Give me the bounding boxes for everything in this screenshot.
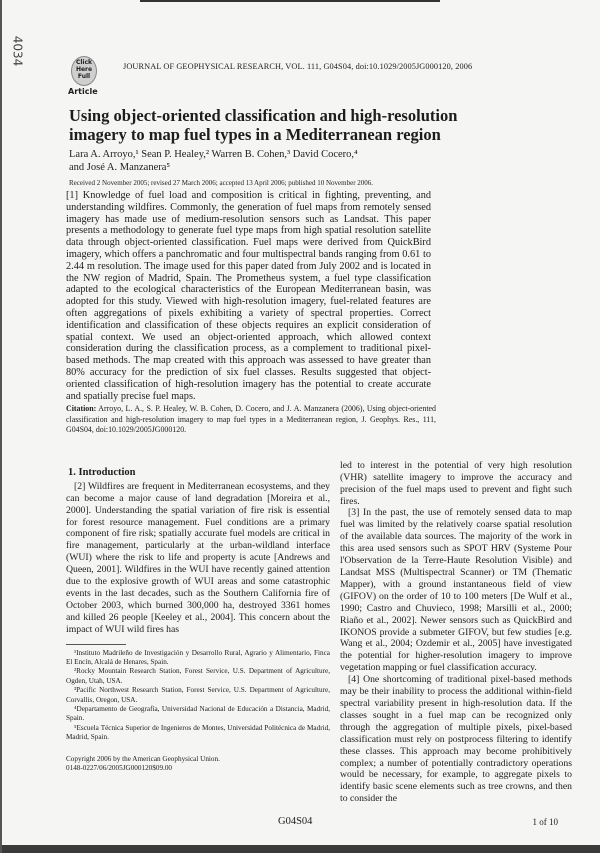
- right-column: [340, 460, 572, 805]
- footnote: ⁵Escuela Técnica Superior de Ingenieros de Montes, Universidad Politécnica de Madrid, Madrid, Spain.: [66, 723, 330, 742]
- footnote: ³Pacific Northwest Research Station, Forest Service, U.S. Department of Agriculture, Corvallis, Oregon, USA.: [66, 686, 330, 704]
- citation: [66, 404, 436, 436]
- article-body: [66, 0, 572, 845]
- received-dates: Received 2 November 2005; revised 27 March 2006; accepted 13 April 2006; published 10 November 2006.: [69, 179, 374, 187]
- paper-title: Using object-oriented classification and high-resolution imagery to map fuel types in a Mediterranean region: [69, 106, 458, 144]
- authors: [69, 148, 429, 174]
- badge-text: Click: [75, 59, 93, 66]
- footnote: ²Rocky Mountain Research Station, Forest Service, U.S. Department of Agriculture, Ogden, Utah, USA.: [66, 667, 330, 685]
- scan-border-left: [0, 0, 2, 853]
- two-column-body: [66, 460, 572, 805]
- affiliation-footnotes: [66, 649, 330, 743]
- authors-line: and José A. Manzanera⁵: [69, 162, 171, 173]
- copyright-line: Copyright 2006 by the American Geophysical Union.: [66, 754, 220, 763]
- copyright: [66, 755, 330, 773]
- badge-article-label: Article: [68, 87, 98, 96]
- section-heading: 1. Introduction: [68, 466, 136, 478]
- copyright-line: 0148-0227/06/2005JG000120$09.00: [66, 763, 173, 772]
- footnote: ⁴Departamento de Geografía, Universidad Nacional de Educación a Distancia, Madrid, Spain.: [66, 705, 330, 723]
- page-footer: [66, 815, 572, 831]
- scan-border-bottom: [0, 845, 600, 853]
- badge-text: Full: [77, 73, 91, 80]
- authors-line: Lara A. Arroyo,¹ Sean P. Healey,² Warren B. Cohen,³ David Cocero,⁴: [69, 149, 358, 160]
- paragraph: [4] One shortcoming of traditional pixel-based methods may be their inability to process the additional within-field spectral variability present in high-resolution data. If the classes sought in a fuel map can be recognized only through the aggregation of multiple pixels, pixel-based classification must rely on postprocess filtering to identify these classes. This approach may become prohibitively complex; a number of potentially contradictory operations would be necessary, for example, to aggregate pixels to identify basic scene elements such as tree crowns, and then to consider the: [340, 674, 572, 805]
- paragraph: [2] Wildfires are frequent in Mediterranean ecosystems, and they can become a major cause of land degradation [Moreira et al., 2000]. Understanding the spatial variation of fire risk is essential for forest resource management. Fuel conditions are a primary component of fire risk; spatially accurate fuel models are critical in fire management, particularly at the urban-wildland interface (WUI) where the risk to life and property is acute [Andrews and Queen, 2001]. Wildfires in the WUI have recently gained attention due to the explosive growth of WUI areas and some catastrophic events in the last decades, such as the Southern California fire of October 2003, which burned 300,000 ha, destroyed 3361 homes and killed 26 people [Keeley et al., 2004]. This concern about the impact of WUI wild fires has: [66, 480, 330, 635]
- abstract: [1] Knowledge of fuel load and composition is critical in fighting, preventing, and understanding wildfires. Commonly, the generation of fuel maps from remotely sensed imagery has made use of medium-resolution sensors such as Landsat. This paper presents a methodology to generate fuel type maps from high spatial resolution satellite data through object-oriented classification. Fuel maps were derived from QuickBird imagery, which offers a panchromatic and four multispectral bands ranging from 0.61 to 2.44 m resolution. The image used for this paper dated from July 2002 and is located in the NW region of Madrid, Spain. The Prometheus system, a fuel type classification adapted to the ecological characteristics of the European Mediterranean basin, was adopted for this study. Viewed with high-resolution imagery, fuel-related features are often aggregations of pixels exhibiting a variety of spectral properties. Correct identification and classification of these objects requires an explicit consideration of spatial context. We used an object-oriented approach, which allowed context consideration during the classification process, as a complement to traditional pixel-based methods. The map created with this approach was assessed to have greater than 80% accuracy for the prediction of six fuel classes. Results suggested that object-oriented classification of high-resolution imagery has the potential to create accurate and spatially precise fuel maps.: [66, 190, 431, 402]
- footnote: ¹Instituto Madrileño de Investigación y Desarrollo Rural, Agrario y Alimentario, Finca El Encín, Alcalá de Henares, Spain.: [66, 648, 330, 667]
- citation-text: Arroyo, L. A., S. P. Healey, W. B. Cohen, D. Cocero, and J. A. Manzanera (2006), Using object-oriented classification and high-resolution imagery to map fuel types in a Mediterranean region, J. Geophys. Res., 111, G04S04, doi:10.1029/2005JG000120.: [66, 404, 436, 435]
- handwritten-note: 4034: [10, 35, 25, 67]
- citation-label: Citation:: [66, 404, 97, 414]
- page-id: G04S04: [278, 816, 313, 828]
- page-number: 1 of 10: [532, 817, 558, 828]
- paragraph: [3] In the past, the use of remotely sensed data to map fuel was limited by the relatively coarse spatial resolution of the available data sources. The majority of the work in this area used sensors such as SPOT HRV (Systeme Pour l'Observation de la Terre-Haute Resolution Visible) and Landsat MSS (Multispectral Scanner) or TM (Thematic Mapper), with a ground instantaneous field of view (GIFOV) on the order of 10 to 100 meters [De Wulf et al., 1990; Castro and Chuvieco, 1998; Marsilli et al., 2000; Riaño et al., 2002]. Newer sensors such as QuickBird and IKONOS provide a submeter GIFOV, but few studies [e.g. Wang et al., 2004; Ozdemir et al., 2005] have investigated the potential for higher-resolution imagery to improve vegetation mapping or fuel classification accuracy.: [340, 507, 572, 674]
- left-column: [66, 460, 330, 805]
- badge-text: Here: [75, 66, 93, 73]
- footnote-divider: [66, 644, 126, 645]
- journal-header: JOURNAL OF GEOPHYSICAL RESEARCH, VOL. 111, G04S04, doi:10.1029/2005JG000120, 2006: [123, 62, 473, 71]
- paragraph: led to interest in the potential of very high resolution (VHR) satellite imagery to improve the accuracy and precision of the fuel maps used to prevent and fight such fires.: [340, 459, 572, 507]
